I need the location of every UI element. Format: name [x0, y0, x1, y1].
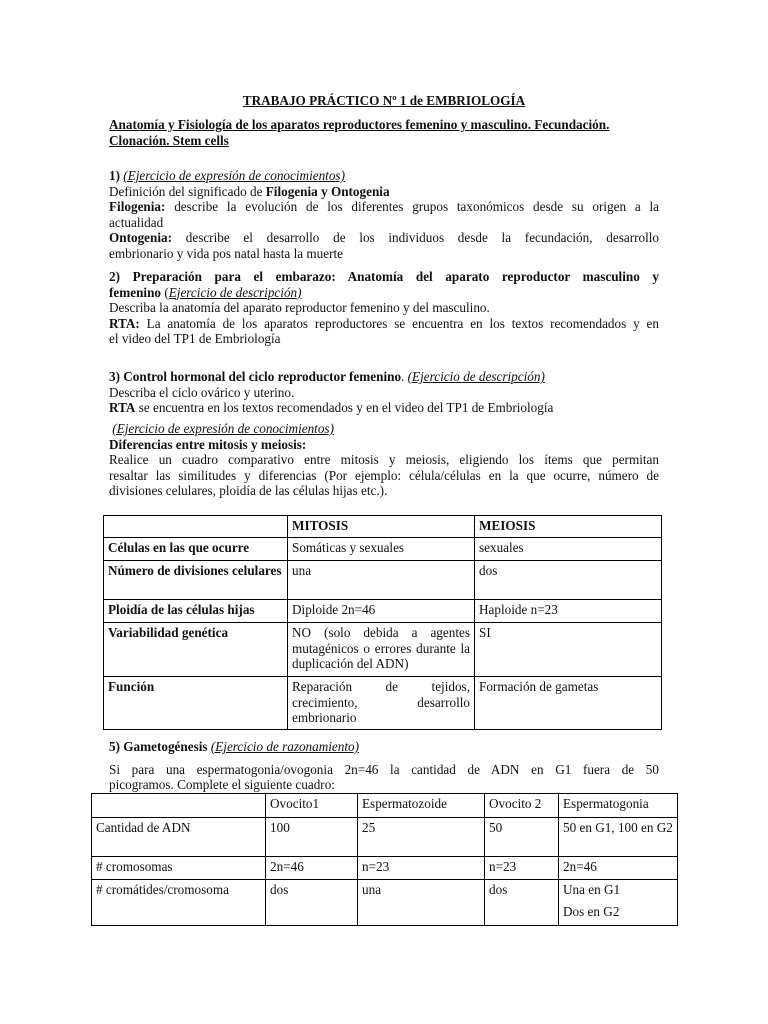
section-4-line-1: Realice un cuadro comparativo entre mitosis y meiosis, eligiendo los ítems que permitan	[109, 452, 659, 467]
table-row	[104, 561, 662, 600]
header-cell: Ovocito 2	[485, 794, 559, 818]
row-label: # cromátides/cromosoma	[92, 880, 266, 926]
table-cell: 25	[358, 818, 485, 857]
mitosis-meiosis-table	[103, 515, 662, 730]
subtitle-line-2: Clonación. Stem cells	[109, 132, 229, 148]
dot: .	[401, 369, 408, 384]
section-4-tag: (Ejercicio de expresión de conocimientos)	[112, 421, 334, 436]
table-row	[92, 880, 678, 926]
row-label: Cantidad de ADN	[92, 818, 266, 857]
mitosis-cell: una	[288, 561, 475, 600]
mitosis-cell: NO (solo debida a agentes mutagénicos o errores durante la duplicación del ADN)	[288, 623, 475, 677]
section-4-heading: Diferencias entre mitosis y meiosis:	[109, 436, 307, 452]
meiosis-cell: dos	[475, 561, 662, 600]
section-2-heading: 2) Preparación para el embarazo: Anatomía del aparato reproductor masculino y	[109, 269, 659, 284]
table-cell: 100	[266, 818, 358, 857]
filogenia-text-cont: actualidad	[109, 214, 164, 230]
table-cell: 2n=46	[559, 857, 678, 880]
ontogenia-label: Ontogenia:	[109, 230, 173, 245]
header-cell: MITOSIS	[288, 516, 475, 538]
mitosis-cell: Reparación de tejidos, crecimiento, desarrollo embrionario	[288, 677, 475, 730]
section-2-instruction: Describa la anatomía del aparato reproductor femenino y del masculino.	[109, 300, 490, 315]
header-cell	[92, 794, 266, 818]
header-cell: Espermatozoide	[358, 794, 485, 818]
section-3-tag: (Ejercicio de descripción)	[407, 369, 545, 384]
meiosis-cell: Formación de gametas	[475, 677, 662, 730]
table-row	[92, 818, 678, 857]
meiosis-cell: sexuales	[475, 538, 662, 561]
header-cell	[104, 516, 288, 538]
table-cell	[559, 880, 678, 926]
table-cell: n=23	[358, 857, 485, 880]
table-header-row	[104, 516, 662, 538]
subtitle	[109, 117, 659, 148]
section-5-tag: (Ejercicio de razonamiento)	[210, 739, 360, 754]
mitosis-cell: Somáticas y sexuales	[288, 538, 475, 561]
section-2-rta-cont: el video del TP1 de Embriología	[109, 331, 281, 346]
header-cell: MEIOSIS	[475, 516, 662, 538]
table-row	[92, 857, 678, 880]
meiosis-cell: Haploide n=23	[475, 600, 662, 623]
table-cell: dos	[485, 880, 559, 926]
section-4-line-3: divisiones celulares, ploidía de las células hijas etc.).	[109, 483, 388, 498]
row-label: Variabilidad genética	[104, 623, 288, 677]
table-cell: 50 en G1, 100 en G2	[559, 818, 678, 857]
table-cell: n=23	[485, 857, 559, 880]
section-2-tag: Ejercicio de descripción)	[168, 284, 302, 300]
section-2-heading-cont: femenino	[109, 284, 162, 300]
header-cell: Ovocito1	[266, 794, 358, 818]
section-3-instruction: Describa el ciclo ovárico y uterino.	[109, 384, 295, 400]
section-5	[109, 739, 659, 793]
section-2-rta-label: RTA:	[109, 315, 140, 331]
section-5-line-2: picogramos. Complete el siguiente cuadro:	[109, 777, 335, 792]
meiosis-cell: SI	[475, 623, 662, 677]
paren: (	[161, 284, 169, 300]
row-label: Número de divisiones celulares	[104, 561, 288, 600]
ontogenia-text-cont: embrionario y vida pos natal hasta la muerte	[109, 245, 344, 261]
ontogenia-text: describe el desarrollo de los individuos desde la fecundación, desarrollo	[172, 230, 659, 245]
section-3-rta-text: se encuentra en los textos recomendados y en el video del TP1 de Embriología	[135, 400, 554, 415]
section-4	[109, 421, 659, 499]
row-label: # cromosomas	[92, 857, 266, 880]
table-row	[104, 538, 662, 561]
section-5-line-1: Si para una espermatogonia/ovogonia 2n=46 la cantidad de ADN en G1 fuera de 50	[109, 761, 659, 777]
section-2	[109, 269, 659, 347]
row-label: Función	[104, 677, 288, 730]
table-row	[104, 623, 662, 677]
section-1-tag: (Ejercicio de expresión de conocimientos)	[123, 168, 345, 183]
section-1	[109, 168, 659, 261]
section-3	[109, 369, 659, 416]
table-cell: 2n=46	[266, 857, 358, 880]
mitosis-cell: Diploide 2n=46	[288, 600, 475, 623]
section-3-heading: 3) Control hormonal del ciclo reproductor femenino	[109, 369, 402, 384]
cell-line: Dos en G2	[563, 903, 620, 919]
row-label: Ploidía de las células hijas	[104, 600, 288, 623]
gametogenesis-table	[91, 793, 678, 926]
filogenia-text: describe la evolución de los diferentes grupos taxonómicos desde su origen a la	[165, 199, 659, 214]
table-cell: una	[358, 880, 485, 926]
row-label: Células en las que ocurre	[104, 538, 288, 561]
filogenia-label: Filogenia:	[109, 199, 166, 214]
section-3-rta-label: RTA	[109, 400, 136, 415]
table-row	[104, 677, 662, 730]
section-2-rta-text: La anatomía de los aparatos reproductores se encuentra en los textos recomendados y en	[139, 315, 659, 331]
section-1-number: 1)	[109, 168, 120, 183]
table-cell: 50	[485, 818, 559, 857]
table-cell: dos	[266, 880, 358, 926]
subtitle-line-1: Anatomía y Fisiología de los aparatos reproductores femenino y masculino. Fecundación.	[109, 117, 610, 132]
definition-terms: Filogenia y Ontogenia	[265, 183, 390, 199]
header-cell: Espermatogonia	[559, 794, 678, 818]
table-header-row	[92, 794, 678, 818]
section-4-line-2: resaltar las similitudes y diferencias (Por ejemplo: célula/células en la que ocurre, número de	[109, 467, 659, 483]
table-row	[104, 600, 662, 623]
page-title: TRABAJO PRÁCTICO Nº 1 de EMBRIOLOGÍA	[242, 93, 526, 108]
section-5-heading: 5) Gametogénesis	[109, 739, 211, 754]
definition-prefix: Definición del significado de	[109, 183, 266, 199]
cell-line: Una en G1	[563, 882, 621, 897]
